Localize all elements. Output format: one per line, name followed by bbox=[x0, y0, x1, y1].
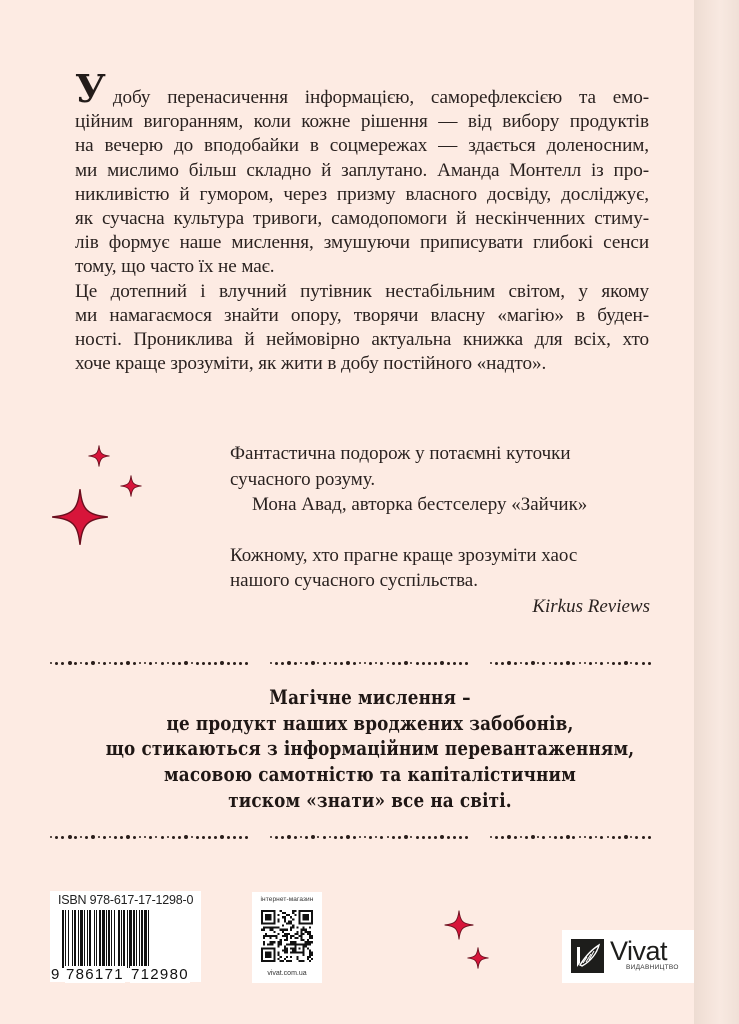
description-line: як сучасна культура тривоги, самодопомоги й нескінченних стиму- bbox=[75, 208, 649, 230]
dot-segment bbox=[50, 661, 251, 665]
description-line: хоче краще зрозуміти, як жити в добу постійного «надто». bbox=[75, 353, 547, 375]
dot-segment bbox=[490, 661, 654, 665]
qr-label: інтернет-магазин bbox=[260, 896, 314, 903]
book-description bbox=[75, 66, 649, 376]
description-line: никливістю й гумором, через призму власного досвіду, досліджує, bbox=[75, 183, 649, 205]
manifesto-line: масовою самотністю та капіталістичним bbox=[164, 762, 576, 787]
dot-segment bbox=[50, 835, 251, 839]
barcode-icon bbox=[62, 910, 196, 968]
description-line: тому, що часто їх не має. bbox=[75, 256, 275, 278]
description-line: ційним вигоранням, коли кожне рішення — від вибору продуктів bbox=[75, 111, 649, 133]
manifesto-line: Магічне мислення – bbox=[269, 685, 471, 709]
dot-segment bbox=[270, 835, 471, 839]
book-spine-edge bbox=[694, 0, 739, 1024]
review-quotes bbox=[230, 441, 650, 619]
description-line: ми намагаємося знайти опору, творячи власну «магію» в буден- bbox=[75, 304, 649, 326]
isbn-barcode: ISBN 978-617-17-1298-0 9 786171 712980 bbox=[50, 891, 201, 982]
quote-line: Фантастична подорож у потаємні куточки bbox=[230, 443, 571, 464]
sparkle-icon bbox=[444, 910, 474, 940]
dot-segment bbox=[270, 661, 471, 665]
description-line: ми мислимо більш складно й заплутано. Аманда Монтелл із про- bbox=[75, 159, 649, 181]
isbn-label: ISBN 978-617-17-1298-0 bbox=[58, 893, 194, 907]
quote-attribution: Kirkus Reviews bbox=[532, 595, 650, 617]
manifesto-line: що стикаються з інформаційним перевантаженням, bbox=[105, 736, 635, 761]
qr-code-icon[interactable] bbox=[261, 908, 313, 964]
description-line: Удобу перенасичення інформацією, саморефлексією та емо- bbox=[75, 66, 649, 111]
description-line: лів формує наше мислення, змушуючи приписувати глибокі сенси bbox=[75, 232, 649, 254]
publisher-name: Vivat bbox=[610, 936, 668, 966]
qr-url: vivat.com.ua bbox=[267, 970, 307, 977]
quote-line: Кожному, хто прагне краще зрозуміти хаос bbox=[230, 544, 578, 566]
description-line: ності. Проникливa й неймовірно актуальна книжка для всіх, хто bbox=[75, 329, 649, 351]
quote-line: нашого сучасного суспільства. bbox=[230, 570, 478, 591]
dot-segment bbox=[490, 835, 654, 839]
sparkle-icon bbox=[88, 445, 110, 467]
dotted-divider-bottom bbox=[50, 834, 654, 840]
description-line: на вечерю до вподобайки в соцмережах — здається доленосним, bbox=[75, 135, 649, 157]
description-paragraph-1 bbox=[75, 66, 649, 280]
qr-code-block[interactable] bbox=[252, 892, 322, 983]
dotted-divider-top bbox=[50, 660, 654, 666]
manifesto-text bbox=[93, 685, 647, 814]
feather-logo-icon bbox=[571, 939, 604, 973]
sparkle-icon bbox=[467, 947, 489, 969]
sparkle-icon bbox=[120, 475, 142, 497]
quote-line: сучасного розуму. bbox=[230, 468, 376, 490]
manifesto-line: це продукт наших вроджених забобонів, bbox=[166, 710, 574, 735]
description-paragraph-2 bbox=[75, 280, 649, 377]
publisher-subtitle: ВИДАВНИЦТВО bbox=[626, 964, 679, 971]
manifesto-line: тиском «знати» все на світі. bbox=[228, 787, 512, 812]
sparkle-icon bbox=[51, 488, 109, 546]
publisher-logo bbox=[562, 930, 694, 983]
quote-attribution: Мона Авад, авторка бестселеру «Зайчик» bbox=[252, 494, 588, 515]
description-line: Це дотепний і влучний путівник нестабільним світом, у якому bbox=[75, 280, 649, 302]
drop-cap: У bbox=[75, 66, 105, 111]
